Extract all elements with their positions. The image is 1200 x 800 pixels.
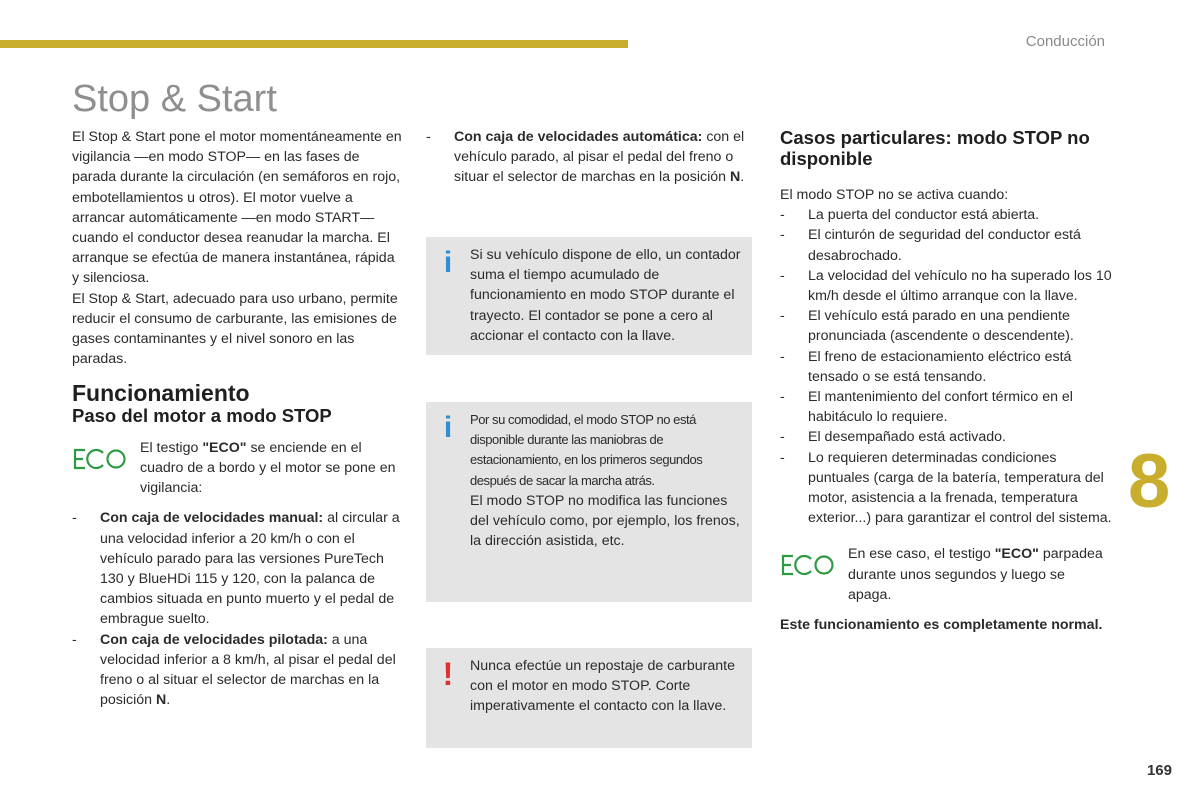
list-item: - El mantenimiento del confort térmico en el habitáculo lo requiere. xyxy=(780,387,1112,427)
final-note: Este funcionamiento es completamente normal. xyxy=(780,617,1103,634)
eco-description xyxy=(848,544,1112,605)
running-head: Conducción xyxy=(1025,33,1105,50)
page-number: 169 xyxy=(1146,762,1172,779)
warning-box-text: Nunca efectúe un repostaje de carburante con el motor en modo STOP. Corte imperativamente el contacto con la llave. xyxy=(470,658,736,715)
column-left xyxy=(72,127,402,710)
list-item xyxy=(72,630,402,711)
list-item: - El vehículo está parado en una pendiente pronunciada (ascendente o descendente). xyxy=(780,306,1112,346)
chapter-tab-number: 8 xyxy=(1128,439,1171,524)
list-item-body: al circular a una velocidad inferior a 20 km/h o con el vehículo parado para las versiones PureTech 130 y BlueHDi 115 y 120, con la palanca de cambios situada en punto muerto y el pedal de embrague suelto. xyxy=(100,510,400,628)
list-dash: - xyxy=(72,631,77,648)
info-box-text: Si su vehículo dispone de ello, un contador suma el tiempo acumulado de funcionamiento en modo STOP durante el trayecto. El contador se pone a cero al accionar el contacto con la llave. xyxy=(470,247,741,344)
warning-icon: ! xyxy=(442,656,454,692)
header-accent-bar xyxy=(0,40,628,48)
eco-indicator-note xyxy=(780,544,1112,605)
list-dash: - xyxy=(72,510,77,527)
list-item: - La velocidad del vehículo no ha superado los 10 km/h desde el último arranque con la llave. xyxy=(780,266,1112,306)
list-item-end: . xyxy=(740,169,745,186)
list-dash: - xyxy=(426,129,431,145)
list-item: - La puerta del conductor está abierta. xyxy=(780,205,1112,225)
info-icon: i xyxy=(443,246,453,279)
eco-icon xyxy=(780,544,848,582)
eco-text-post: parpadea durante unos segundos y luego se apaga. xyxy=(848,546,1103,603)
list-item xyxy=(72,508,402,629)
eco-text-bold: "ECO" xyxy=(994,546,1039,563)
info-box-counter xyxy=(426,237,752,355)
info-box-text: Por su comodidad, el modo STOP no está disponible durante las maniobras de estacionamiento, en los primeros segundos después de sacar la marcha atrás. xyxy=(470,412,703,488)
list-item-text xyxy=(100,630,402,711)
intro-paragraph-2: El Stop & Start, adecuado para uso urbano, permite reducir el consumo de carburante, las emisiones de gases contaminantes y el nivel sonoro en las paradas. xyxy=(72,290,398,368)
intro-paragraph: El Stop & Start pone el motor momentáneamente en vigilancia —en modo STOP— en las fases de parada durante la circulación (en semáforos en rojo, embotellamientos u otros). El motor vuelve a arrancar automáticamente —en modo START— cuando el conductor desea reanudar la marcha. El arranque se efectúa de manera instantánea, rápida y silenciosa. xyxy=(72,129,402,287)
section-heading: Funcionamiento xyxy=(72,380,250,407)
list-item-text xyxy=(100,508,402,629)
info-box-text-2: El modo STOP no modifica las funciones del vehículo como, por ejemplo, los frenos, la dirección asistida, etc. xyxy=(470,492,740,550)
warning-box-refuel xyxy=(426,648,752,748)
info-box-parking xyxy=(426,402,752,602)
list-item: - El cinturón de seguridad del conductor está desabrochado. xyxy=(780,225,1112,265)
special-cases-heading: Casos particulares: modo STOP no disponible xyxy=(780,127,1090,169)
special-cases-lead: El modo STOP no se activa cuando: xyxy=(780,187,1009,203)
list-item: - Lo requieren determinadas condiciones puntuales (carga de la batería, temperatura del motor, asistencia a la frenada, temperatura exterior...) para garantizar el control del sistema. xyxy=(780,448,1112,529)
list-item-text: El vehículo está parado en una pendiente pronunciada (ascendente o descendente). xyxy=(808,308,1074,345)
list-item-bold: Con caja de velocidades manual: xyxy=(100,510,324,527)
list-item-end-bold: N xyxy=(730,169,741,186)
eco-text-pre: El testigo xyxy=(140,439,203,456)
list-item-text: Lo requieren determinadas condiciones puntuales (carga de la batería, temperatura del motor, asistencia a la frenada, temperatura exterior...) para garantizar el control del sistema. xyxy=(808,449,1112,527)
list-item-end-bold: N xyxy=(156,692,167,709)
list-item-text: La velocidad del vehículo no ha superado los 10 km/h desde el último arranque con la llave. xyxy=(808,267,1112,305)
list-item-end: . xyxy=(166,692,171,709)
eco-indicator-note xyxy=(72,438,402,499)
column-right xyxy=(780,127,1112,635)
eco-icon-graphic xyxy=(72,448,126,470)
subsection-heading: Paso del motor a modo STOP xyxy=(72,404,332,426)
list-item-bold: Con caja de velocidades pilotada: xyxy=(100,631,328,648)
list-item-text: El freno de estacionamiento eléctrico está tensado o se está tensando. xyxy=(808,348,1072,385)
list-item-text: La puerta del conductor está abierta. xyxy=(808,207,1040,224)
info-icon: i xyxy=(443,411,453,444)
list-item: - El freno de estacionamiento eléctrico está tensado o se está tensando. xyxy=(780,347,1112,387)
eco-text-pre: En ese caso, el testigo xyxy=(848,546,995,563)
column-middle xyxy=(426,127,756,188)
eco-text-bold: "ECO" xyxy=(202,439,247,456)
list-item-text: El desempañado está activado. xyxy=(808,429,1006,446)
list-item-body: con el vehículo parado, al pisar el pedal del freno o situar el selector de marchas en la posición xyxy=(454,129,745,186)
list-item-text xyxy=(454,127,756,188)
page-title: Stop & Start xyxy=(72,78,277,120)
eco-icon-graphic xyxy=(780,554,834,576)
eco-text-post: se enciende en el cuadro de a bordo y el motor se pone en vigilancia: xyxy=(140,439,396,497)
list-item-text: El cinturón de seguridad del conductor está desabrochado. xyxy=(808,227,1081,264)
eco-icon xyxy=(72,438,140,476)
list-item-bold: Con caja de velocidades automática: xyxy=(454,129,703,145)
list-item: - El desempañado está activado. xyxy=(780,427,1112,447)
list-item xyxy=(426,127,756,188)
eco-description xyxy=(140,438,402,499)
list-item-text: El mantenimiento del confort térmico en el habitáculo lo requiere. xyxy=(808,389,1073,426)
list-item-body: a una velocidad inferior a 8 km/h, al pisar el pedal del freno o al situar el selector de marchas en la posición xyxy=(100,631,396,709)
